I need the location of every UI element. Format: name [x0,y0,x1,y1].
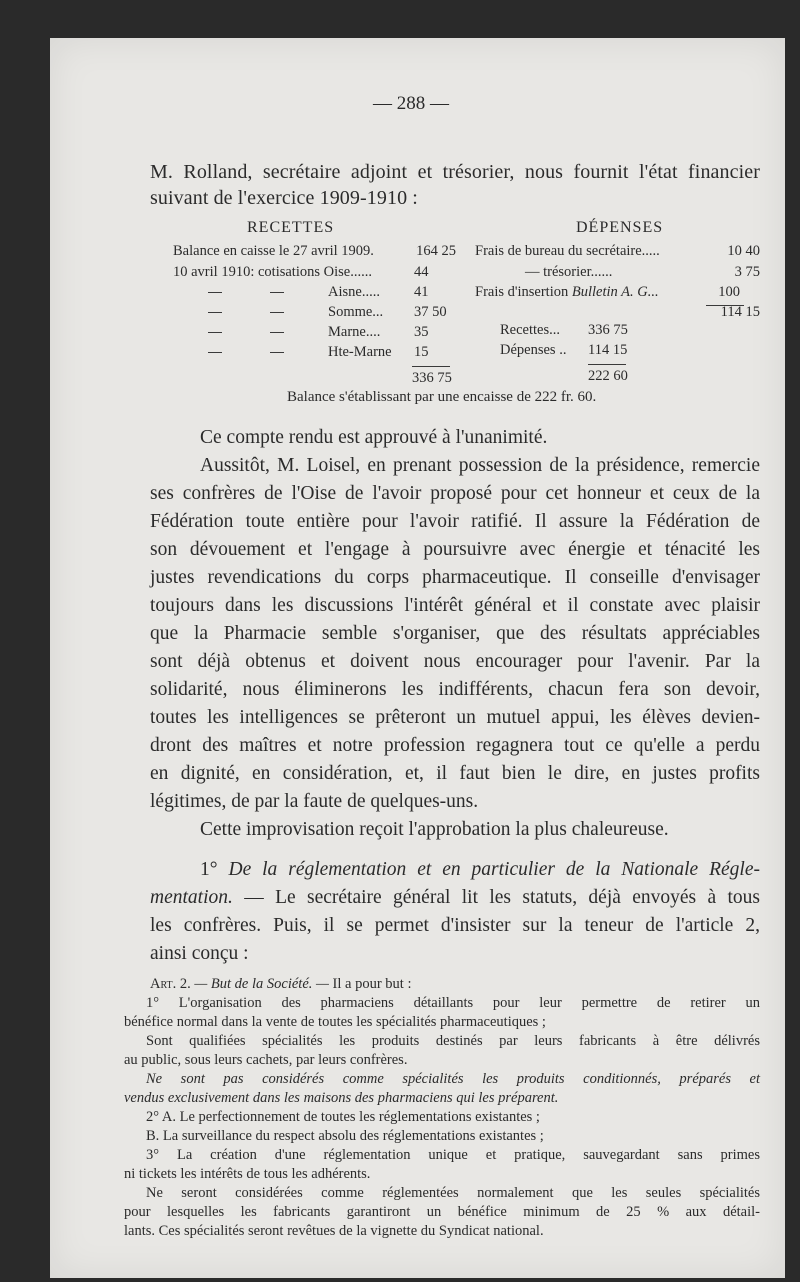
paragraph-line: toujours dans les discussions l'intérêt général et il constate avec plaisir [150,595,760,616]
ditto-dashes [208,284,284,301]
article-line: Ne seront considérées comme réglementées normalement que les seules spécialités [146,1185,760,1201]
recettes-total: 336 75 [412,370,452,386]
paragraph-approval: Ce compte rendu est approuvé à l'unanimité. [200,427,548,448]
recettes-row-label: Somme... [328,304,384,320]
recettes-row-amount: 41 [414,284,429,300]
ditto-dashes [208,304,284,321]
paragraph-line: les confrères. Puis, il se permet d'insister sur la teneur de l'article 2, [150,915,760,936]
recettes-row-label: 10 avril 1910: cotisations Oise...... [173,264,372,280]
article-line: B. La surveillance du respect absolu des réglementations existantes ; [146,1128,544,1144]
paragraph-line: solidarité, nous éliminerons les indifférents, chacun fera son devoir, [150,679,760,700]
recettes-row-amount: 44 [414,264,429,280]
recettes-heading: RECETTES [247,219,335,236]
depenses-row-amount: 10 40 [727,243,760,259]
paragraph-line: que la Pharmacie semble s'organiser, que des résultats appréciables [150,623,760,644]
recettes-row-label: Aisne..... [328,284,380,300]
paragraph-line: ainsi conçu : [150,943,249,964]
depenses-row-label: Frais d'insertion Bulletin A. G... [475,284,659,300]
article-line: vendus exclusivement dans les maisons des pharmaciens qui les préparent. [124,1090,559,1106]
summary-amount: 336 75 [588,322,628,338]
paragraph-line: son dévouement et l'engage à poursuivre avec énergie et ténacité les [150,539,760,560]
summary-amount: 114 15 [588,342,628,358]
depenses-row-amount: 3 75 [734,264,760,280]
article-line: Ne sont pas considérés comme spécialités les produits conditionnés, préparés et [146,1071,760,1087]
intro-line-1: M. Rolland, secrétaire adjoint et trésorier, nous fournit l'état financier [150,161,760,183]
recettes-row-label: Hte-Marne [328,344,392,360]
article-heading: Art. 2. — But de la Société. — Il a pour but : [150,976,412,992]
depenses-row-label: — trésorier...... [525,264,613,280]
depenses-total: 114 15 [720,304,760,320]
depenses-heading: DÉPENSES [576,219,664,236]
depenses-row-label: Frais de bureau du secrétaire..... [475,243,660,259]
recettes-row-amount: 15 [414,344,429,360]
paragraph-line: sont déjà obtenus et doivent nous encourager pour l'avenir. Par la [150,651,760,672]
recettes-row-label: Marne.... [328,324,381,340]
ditto-dashes [208,344,284,361]
recettes-row-amount: 37 50 [414,304,447,320]
article-line: ni tickets les intérêts de tous les adhérents. [124,1166,371,1182]
paragraph-line: toutes les intelligences se prêteront un mutuel appui, les élèves devien- [150,707,760,728]
recettes-row-label: Balance en caisse le 27 avril 1909. [173,243,374,259]
paragraph-line: légitimes, de par la faute de quelques-uns. [150,791,479,812]
recettes-row-amount: 164 25 [416,243,456,259]
total-rule [412,366,450,367]
section-heading-line: 1° De la réglementation et en particulier de la Nationale Régle- [200,859,760,880]
paragraph-applause: Cette improvisation reçoit l'approbation la plus chaleureuse. [200,819,669,840]
depenses-row-amount: 100 [718,284,740,300]
paragraph-line: dront des maîtres et notre profession regagnera tout ce qu'elle a perdu [150,735,760,756]
article-line: 3° La création d'une réglementation unique et pratique, sauvegardant sans primes [146,1147,760,1163]
recettes-row-amount: 35 [414,324,429,340]
page-number: — 288 — [373,93,449,114]
paragraph-line: en dignité, en considération, et, il faut bien le dire, en justes profits [150,763,760,784]
section-heading-line: mentation. — Le secrétaire général lit les statuts, déjà envoyés à tous [150,887,761,908]
summary-total: 222 60 [588,368,628,384]
total-rule [588,364,626,365]
ditto-dashes [208,324,284,341]
intro-line-2: suivant de l'exercice 1909-1910 : [150,187,418,209]
paragraph-line: Aussitôt, M. Loisel, en prenant possession de la présidence, remercie [200,455,760,476]
paragraph-line: ses confrères de l'Oise de l'avoir proposé pour cet honneur et ceux de la [150,483,760,504]
paragraph-line: justes revendications du corps pharmaceutique. Il conseille d'envisager [150,567,760,588]
article-line: pour lesquelles les fabricants garantiront un bénéfice minimum de 25 % aux détail- [124,1204,760,1220]
summary-label: Recettes... [500,322,560,338]
article-line: Sont qualifiées spécialités les produits destinés par leurs fabricants à être délivrés [146,1033,760,1049]
article-line: bénéfice normal dans la vente de toutes les spécialités pharmaceutiques ; [124,1014,546,1030]
balance-line: Balance s'établissant par une encaisse de 222 fr. 60. [287,389,597,405]
article-line: 1° L'organisation des pharmaciens détaillants pour leur permettre de retirer un [146,995,760,1011]
paragraph-line: Fédération toute entière pour l'avoir ratifié. Il assure la Fédération de [150,511,760,532]
article-line: lants. Ces spécialités seront revêtues de la vignette du Syndicat national. [124,1223,544,1239]
article-line: 2° A. Le perfectionnement de toutes les réglementations existantes ; [146,1109,540,1125]
summary-label: Dépenses .. [500,342,567,358]
article-line: au public, sous leurs cachets, par leurs confrères. [124,1052,408,1068]
